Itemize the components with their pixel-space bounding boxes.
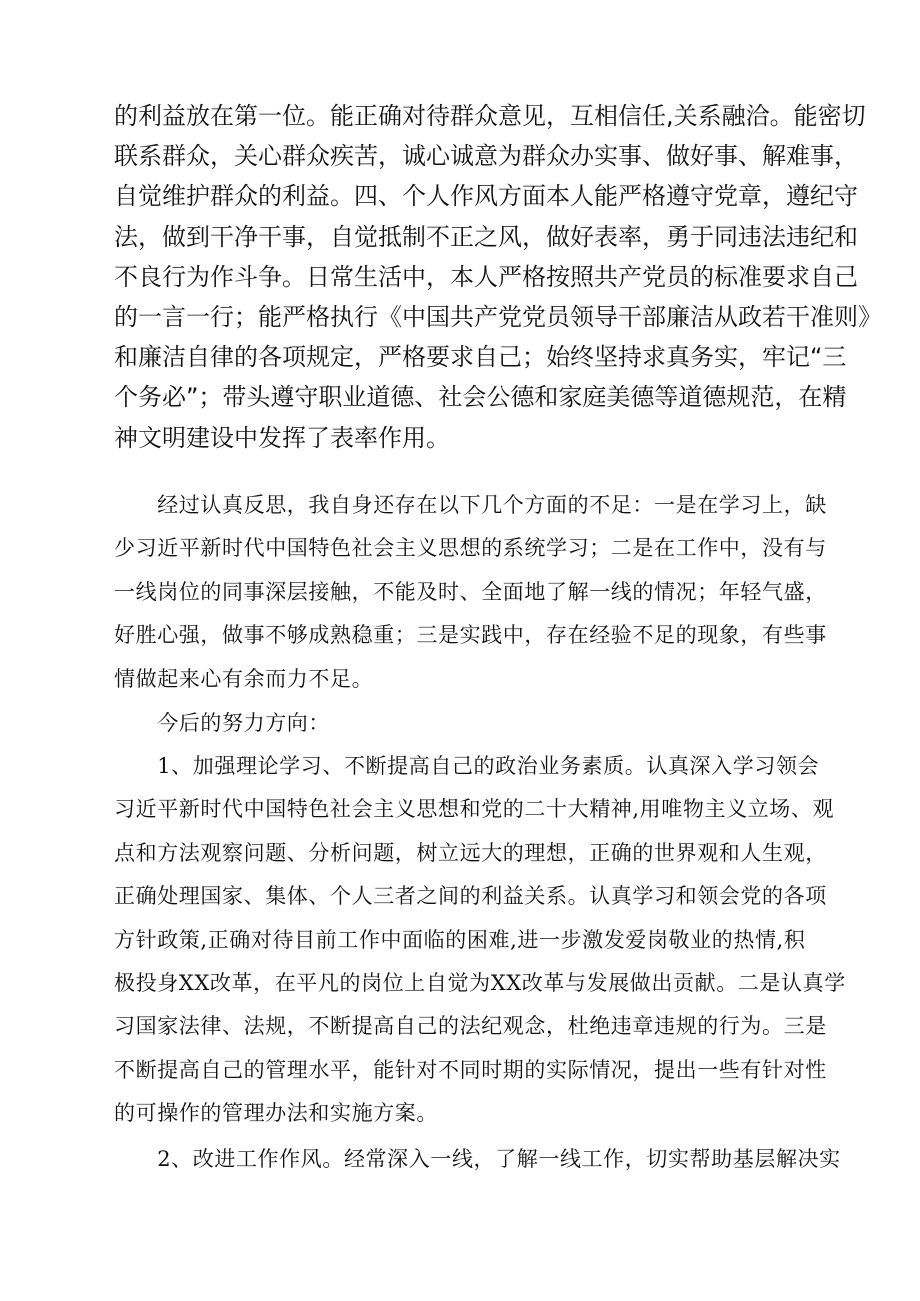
- text-line: 一线岗位的同事深层接触，不能及时、全面地了解一线的情况；年轻气盛，: [114, 579, 827, 604]
- section-heading-future-direction: [114, 702, 834, 745]
- paragraph-shortcomings: [114, 484, 834, 701]
- text-line: 神文明建设中发挥了表率作用。: [114, 423, 450, 452]
- text-line: 的利益放在第一位。能正确对待群众意见，互相信任,关系融洽。能密切: [114, 102, 866, 130]
- text-line: 正确处理国家、集体、个人三者之间的利益关系。认真学习和领会党的各项: [114, 884, 827, 909]
- text-line: 习国家法律、法规，不断提高自己的法纪观念，杜绝违章违规的行为。三是: [114, 1014, 827, 1039]
- text-line: 和廉洁自律的各项规定，严格要求自己；始终坚持求真务实，牢记“三: [114, 343, 847, 372]
- text-line: 法，做到干净干事，自觉抵制不正之风，做好表率，勇于同违法违纪和: [114, 222, 858, 251]
- text-line: 的一言一行；能严格执行《中国共产党党员领导干部廉洁从政若干准则》: [114, 303, 882, 332]
- text-line: 自觉维护群众的利益。四、个人作风方面本人能严格遵守党章，遵纪守: [114, 182, 858, 211]
- paragraph-item-2-work-style: [114, 1138, 841, 1181]
- text-line: 不良行为作斗争。日常生活中，本人严格按照共产党员的标准要求自己: [114, 262, 858, 291]
- text-line: 好胜心强，做事不够成熟稳重；三是实践中，存在经验不足的现象，有些事: [114, 623, 827, 648]
- text-line: 不断提高自己的管理水平，能针对不同时期的实际情况，提出一些有针对性: [114, 1057, 827, 1082]
- text-line: 2、改进工作作风。经常深入一线，了解一线工作，切实帮助基层解决实: [114, 1147, 841, 1171]
- text-line: 方针政策,正确对待目前工作中面临的困难,进一步激发爱岗敬业的热情,积: [114, 927, 806, 952]
- paragraph-item-1-theory-study: [114, 745, 846, 1136]
- paragraph-conduct-summary: [114, 96, 882, 458]
- text-line: 极投身XX改革，在平凡的岗位上自觉为XX改革与发展做出贡献。二是认真学: [114, 971, 846, 996]
- text-line: 个务必”；带头遵守职业道德、社会公德和家庭美德等道德规范，在精: [114, 383, 847, 412]
- text-line: 的可操作的管理办法和实施方案。: [114, 1101, 438, 1126]
- heading-line: 今后的努力方向：: [114, 711, 330, 735]
- text-line: 习近平新时代中国特色社会主义思想和党的二十大精神,用唯物主义立场、观: [114, 797, 835, 822]
- text-line: 联系群众，关心群众疾苦，诚心诚意为群众办实事、做好事、解难事，: [114, 142, 858, 171]
- text-line: 少习近平新时代中国特色社会主义思想的系统学习；二是在工作中，没有与: [114, 536, 827, 561]
- text-line: 1、加强理论学习、不断提高自己的政治业务素质。认真深入学习领会: [114, 754, 820, 778]
- text-line: 点和方法观察问题、分析问题，树立远大的理想，正确的世界观和人生观，: [114, 840, 827, 865]
- text-line: 经过认真反思，我自身还存在以下几个方面的不足：一是在学习上，缺: [114, 493, 827, 517]
- text-line: 情做起来心有余而力不足。: [114, 666, 374, 691]
